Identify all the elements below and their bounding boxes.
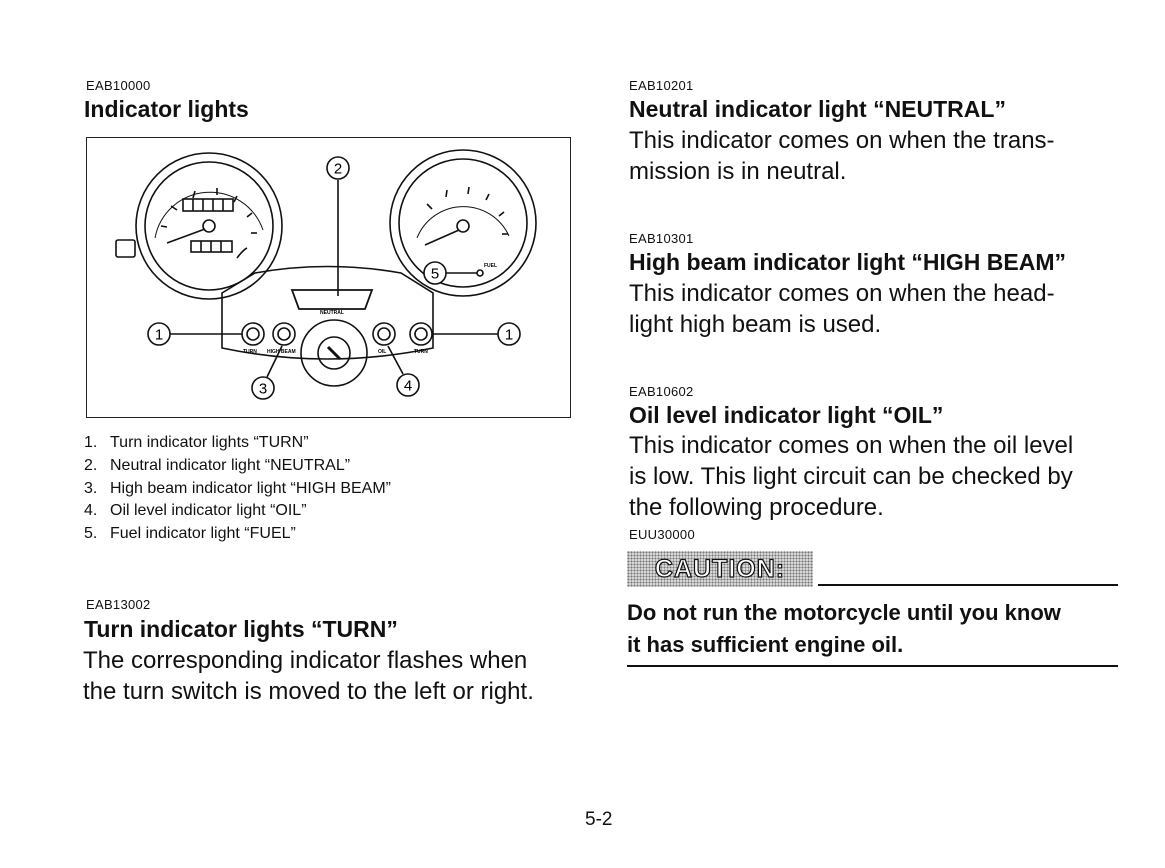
instrument-panel-figure (86, 137, 571, 418)
heading-high-beam-indicator: High beam indicator light “HIGH BEAM” (629, 249, 1067, 275)
caution-label-box (627, 551, 813, 587)
heading-indicator-lights: Indicator lights (84, 96, 249, 122)
legend-item: 5. Fuel indicator light “FUEL” (84, 525, 296, 543)
caution-rule-top (818, 584, 1118, 586)
svg-text:2: 2 (333, 160, 343, 178)
panel-label-fuel: FUEL (484, 263, 498, 269)
turn-indicator-description: The corresponding indicator flashes when the turn switch is moved to the left or right. (83, 647, 534, 705)
oil-indicator-description: This indicator comes on when the oil level is low. This light circuit can be checked by the following procedure. (629, 432, 1074, 521)
legend-item: 4. Oil level indicator light “OIL” (84, 502, 307, 520)
callout-1-right (498, 323, 520, 345)
panel-label-high-beam: HIGH BEAM (267, 349, 296, 355)
legend-item: 1. Turn indicator lights “TURN” (84, 434, 309, 451)
caution-label: CAUTION: (654, 554, 786, 583)
section-code-oil: EAB10602 (629, 384, 694, 399)
callout-1-left (148, 323, 170, 345)
section-code-turn: EAB13002 (86, 597, 151, 612)
heading-oil-indicator: Oil level indicator light “OIL” (629, 402, 944, 428)
panel-label-neutral: NEUTRAL (320, 310, 344, 316)
panel-label-oil: OIL (378, 349, 387, 355)
legend-item: 3. High beam indicator light “HIGH BEAM” (84, 479, 391, 497)
caution-text: Do not run the motorcycle until you know it has sufficient engine oil. (627, 600, 1061, 657)
panel-label-turn-right: TURN (414, 349, 428, 355)
section-code-neutral: EAB10201 (629, 78, 694, 93)
callout-5 (424, 262, 446, 284)
callout-3 (252, 377, 274, 399)
panel-label-turn-left: TURN (243, 349, 257, 355)
caution-rule-bottom (627, 665, 1118, 667)
svg-text:5: 5 (430, 265, 440, 283)
high-beam-indicator-description: This indicator comes on when the head- light high beam is used. (629, 280, 1055, 338)
svg-text:1: 1 (154, 326, 164, 344)
callout-4 (397, 374, 419, 396)
callout-2 (327, 157, 349, 179)
svg-text:1: 1 (504, 326, 514, 344)
svg-text:4: 4 (403, 377, 413, 395)
section-code-high-beam: EAB10301 (629, 231, 694, 246)
heading-turn-indicator: Turn indicator lights “TURN” (84, 616, 398, 642)
section-code-caution: EUU30000 (629, 527, 695, 542)
neutral-indicator-description: This indicator comes on when the trans- mission is in neutral. (629, 127, 1055, 185)
instrument-panel-illustration (87, 138, 570, 417)
figure-legend (84, 432, 391, 546)
heading-neutral-indicator: Neutral indicator light “NEUTRAL” (629, 96, 1006, 122)
svg-text:3: 3 (258, 380, 268, 398)
section-code-indicator-lights: EAB10000 (86, 78, 151, 93)
page-number: 5-2 (585, 809, 613, 830)
legend-item: 2. Neutral indicator light “NEUTRAL” (84, 456, 351, 474)
